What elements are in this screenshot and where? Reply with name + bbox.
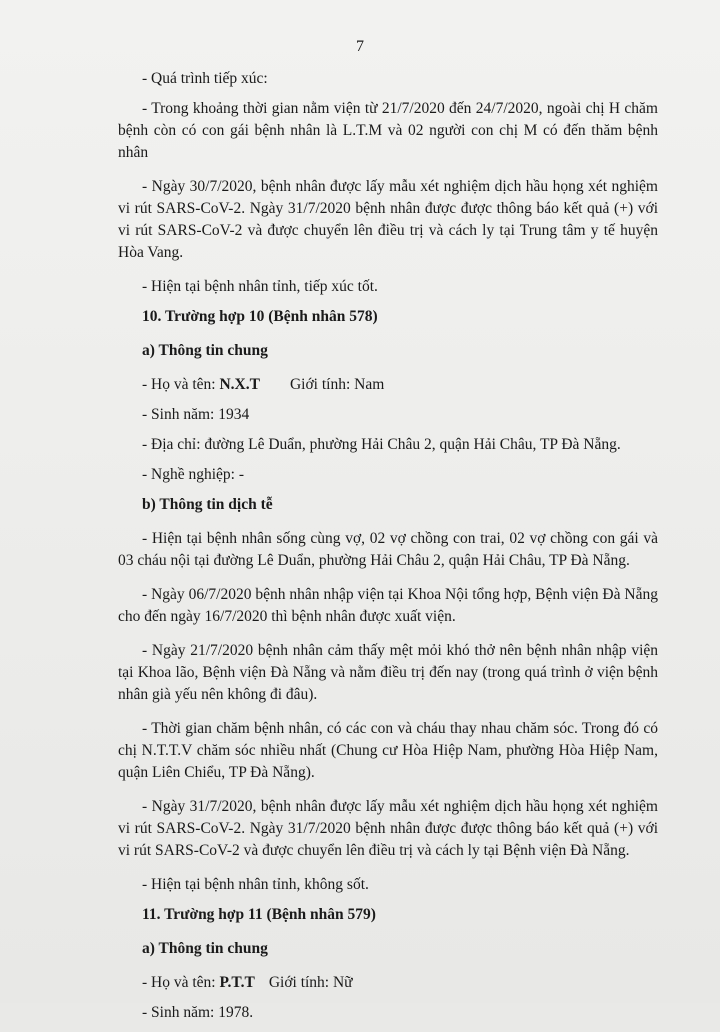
paragraph-hospital-stay: - Trong khoảng thời gian nằm viện từ 21/7/2020 đến 24/7/2020, ngoài chị H chăm bệnh còn có con gái bệnh nhân là L.T.M và 02 người con chị M có đến thăm bệnh nhân xyxy=(118,100,658,161)
paragraph-caregivers: - Thời gian chăm bệnh nhân, có các con và cháu thay nhau chăm sóc. Trong đó có chị N.T.T.V chăm sóc nhiều nhất (Chung cư Hòa Hiệp Nam, phường Hòa Hiệp Nam, quận Liên Chiểu, TP Đà Nẵng). xyxy=(118,720,658,781)
name-value: P.T.T xyxy=(219,974,255,991)
paragraph-contact-process: - Quá trình tiếp xúc: xyxy=(142,70,268,87)
case-10-general-info-heading: a) Thông tin chung xyxy=(142,342,268,359)
case-10-name-line xyxy=(118,374,658,396)
gender-field: Giới tính: Nam xyxy=(289,376,385,393)
page-number: 7 xyxy=(356,38,364,55)
name-label: - Họ và tên: xyxy=(142,974,216,991)
case-11-name-line xyxy=(118,972,658,994)
paragraph-current-status: - Hiện tại bệnh nhân tỉnh, tiếp xúc tốt. xyxy=(142,278,378,295)
case-11-birth-year: - Sinh năm: 1978. xyxy=(142,1004,254,1021)
case-10-occupation: - Nghề nghiệp: - xyxy=(142,466,245,483)
paragraph-case-10-test-result: - Ngày 31/7/2020, bệnh nhân được lấy mẫu xét nghiệm dịch hầu họng xét nghiệm vi rút SARS-CoV-2. Ngày 31/7/2020 bệnh nhân được được thông báo kết quả (+) với vi rút SARS-CoV-2 và được chuyển lên điều trị và cách ly tại Bệnh viện Đà Nẵng. xyxy=(118,798,658,859)
paragraph-readmission: - Ngày 21/7/2020 bệnh nhân cảm thấy mệt mỏi khó thở nên bệnh nhân nhập viện tại Khoa lão, Bệnh viện Đà Nẵng và nằm điều trị đến nay (trong quá trình ở viện bệnh nhân già yếu nên không đi đâu). xyxy=(118,642,658,703)
case-10-address: - Địa chỉ: đường Lê Duẩn, phường Hải Châu 2, quận Hải Châu, TP Đà Nẵng. xyxy=(142,436,621,453)
paragraph-household: - Hiện tại bệnh nhân sống cùng vợ, 02 vợ chồng con trai, 02 vợ chồng con gái và 03 cháu nội tại đường Lê Duẩn, phường Hải Châu 2, quận Hải Châu, TP Đà Nẵng. xyxy=(118,530,658,569)
paragraph-admission: - Ngày 06/7/2020 bệnh nhân nhập viện tại Khoa Nội tổng hợp, Bệnh viện Đà Nẵng cho đến ngày 16/7/2020 thì bệnh nhân được xuất viện. xyxy=(118,586,658,625)
case-10-epidemiology-heading: b) Thông tin dịch tễ xyxy=(142,496,273,513)
document-body xyxy=(118,68,658,1032)
case-10-birth-year: - Sinh năm: 1934 xyxy=(142,406,250,423)
case-11-general-info-heading: a) Thông tin chung xyxy=(142,940,268,957)
gender-field: Giới tính: Nữ xyxy=(268,974,353,991)
case-11-heading: 11. Trường hợp 11 (Bệnh nhân 579) xyxy=(142,906,376,923)
paragraph-test-result: - Ngày 30/7/2020, bệnh nhân được lấy mẫu xét nghiệm dịch hầu họng xét nghiệm vi rút SARS-CoV-2. Ngày 31/7/2020 bệnh nhân được được thông báo kết quả (+) với vi rút SARS-CoV-2 và được chuyển lên điều trị và cách ly tại Trung tâm y tế huyện Hòa Vang. xyxy=(118,178,658,261)
paragraph-case-10-status: - Hiện tại bệnh nhân tỉnh, không sốt. xyxy=(142,876,369,893)
name-value: N.X.T xyxy=(219,376,260,393)
name-label: - Họ và tên: xyxy=(142,376,216,393)
case-10-heading: 10. Trường hợp 10 (Bệnh nhân 578) xyxy=(142,308,378,325)
